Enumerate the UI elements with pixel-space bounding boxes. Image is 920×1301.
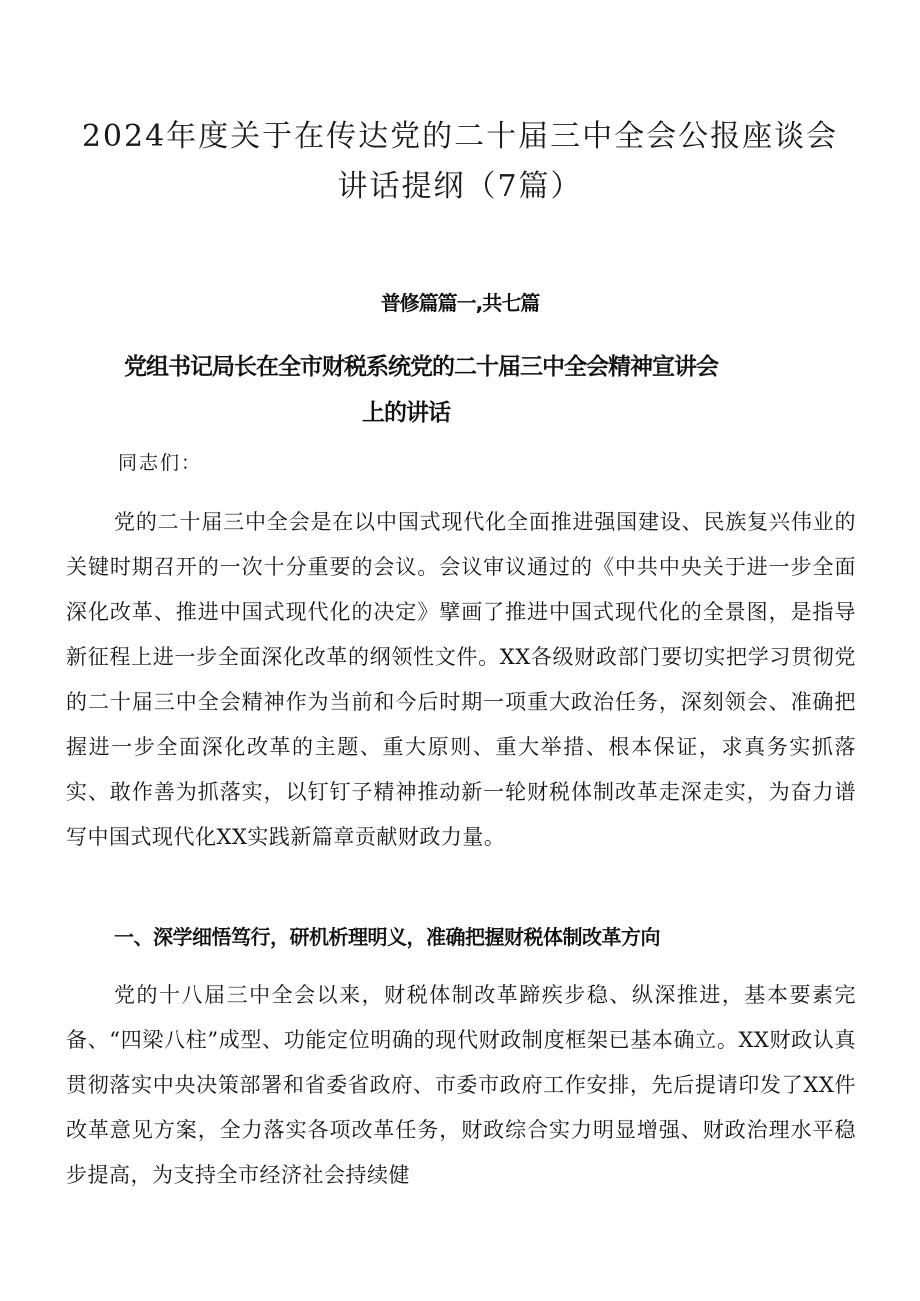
paragraph-intro: 党的二十届三中全会是在以中国式现代化全面推进强国建设、民族复兴伟业的关键时期召开的一次十分重要的会议。会议审议通过的《中共中央关于进一步全面深化改革、推进中国式现代化的决定》擘画了推进中国式现代化的全景图，是指导新征程上进一步全面深化改革的纲领性文件。XX各级财政部门要切实把学习贯彻党的二十届三中全会精神作为当前和今后时期一项重大政治任务，深刻领会、准确把握进一步全面深化改革的主题、重大原则、重大举措、根本保证，求真务实抓落实、敢作善为抓落实，以钉钉子精神推动新一轮财税体制改革走深走实，为奋力谱写中国式现代化XX实践新篇章贡献财政力量。: [66, 510, 856, 849]
paragraph-section-1: 党的十八届三中全会以来，财税体制改革蹄疾步稳、纵深推进，基本要素完备、“四梁八柱”成型、功能定位明确的现代财政制度框架已基本确立。XX财政认真贯彻落实中央决策部署和省委省政府、市委市政府工作安排，先后提请印发了XX件改革意见方案，全力落实各项改革任务，财政综合实力明显增强、财政治理水平稳步提高，为支持全市经济社会持续健: [66, 983, 856, 1187]
speech-title: [110, 344, 850, 436]
document-title-line-1: 2024年度关于在传达党的二十届三中全会公报座谈会: [81, 119, 839, 154]
document-title-line-2: 讲话提纲（7篇）: [337, 169, 583, 204]
speech-title-line-1: 党组书记局长在全市财税系统党的二十届三中全会精神宣讲会: [124, 354, 718, 380]
document-title: [60, 112, 860, 212]
section-heading-1: 一、深学细悟笃行，研机析理明义，准确把握财税体制改革方向: [114, 925, 660, 949]
greeting: 同志们：: [118, 452, 203, 474]
part-label: 普修篇篇一,共七篇: [380, 291, 540, 315]
speech-title-line-2: 上的讲话: [362, 400, 450, 426]
